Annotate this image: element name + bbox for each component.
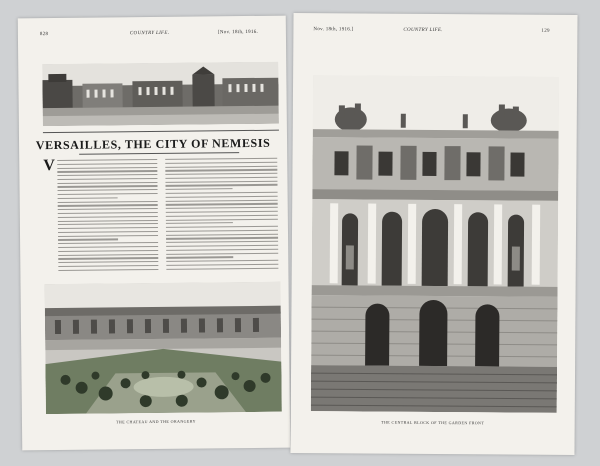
text-line <box>166 199 278 201</box>
article-column-left <box>57 159 158 273</box>
text-line <box>166 188 233 190</box>
text-line <box>58 261 158 263</box>
text-line <box>58 212 158 214</box>
text-line <box>58 239 118 241</box>
text-line <box>165 169 277 171</box>
right-page-date: Nov. 18th, 1916.] <box>313 27 354 33</box>
text-line <box>166 207 278 209</box>
text-line <box>58 189 158 191</box>
right-photo-caption: THE CENTRAL BLOCK OF THE GARDEN FRONT <box>381 419 485 426</box>
text-line <box>166 184 278 186</box>
text-line <box>166 237 278 239</box>
text-line <box>165 180 277 182</box>
text-line <box>165 177 277 179</box>
text-line <box>58 265 158 267</box>
article-column-right <box>165 158 278 273</box>
text-line <box>166 222 233 224</box>
text-line <box>57 159 157 161</box>
text-line <box>58 193 158 195</box>
title-rule-top <box>43 130 279 133</box>
text-line <box>58 231 158 233</box>
text-line <box>166 248 278 250</box>
drop-cap: V <box>43 157 55 175</box>
text-line <box>58 204 158 206</box>
left-page-header <box>18 29 286 38</box>
left-page <box>18 16 291 451</box>
text-line <box>166 196 278 198</box>
versailles-panorama-photo <box>42 62 279 126</box>
text-line <box>58 246 158 248</box>
text-line <box>166 192 278 194</box>
text-line <box>166 245 278 247</box>
text-line <box>166 214 278 216</box>
text-line <box>166 267 278 269</box>
text-line <box>166 252 278 254</box>
text-line <box>166 260 278 262</box>
left-photo-caption: THE CHATEAU AND THE ORANGERY <box>116 418 196 425</box>
text-line <box>57 178 157 180</box>
text-line <box>58 242 158 244</box>
text-line <box>166 211 278 213</box>
text-line <box>58 253 158 255</box>
left-page-number: 828 <box>39 32 49 38</box>
text-line <box>58 257 158 259</box>
text-line <box>166 233 278 235</box>
text-line <box>57 163 157 165</box>
text-line <box>57 170 157 172</box>
chateau-orangery-photo <box>45 282 282 414</box>
text-line <box>58 227 158 229</box>
text-line <box>57 174 157 176</box>
text-line <box>166 218 278 220</box>
text-line <box>58 269 158 271</box>
text-line <box>166 226 278 228</box>
text-line <box>58 250 158 252</box>
left-page-date: [Nov. 18th, 1916. <box>217 29 259 36</box>
text-line <box>58 219 158 221</box>
text-line <box>165 173 277 175</box>
text-line <box>58 185 158 187</box>
right-running-head: COUNTRY LIFE. <box>403 27 443 34</box>
text-line <box>165 158 277 160</box>
text-line <box>166 256 233 258</box>
text-line <box>166 264 278 266</box>
text-line <box>165 161 277 163</box>
text-line <box>58 201 158 203</box>
article-title: VERSAILLES, THE CITY OF NEMESIS <box>35 135 271 153</box>
text-line <box>166 241 278 243</box>
text-line <box>58 216 158 218</box>
text-line <box>58 208 158 210</box>
right-page <box>290 13 577 455</box>
central-block-photo <box>311 75 559 413</box>
text-line <box>58 197 118 199</box>
text-line <box>58 223 158 225</box>
text-line <box>165 165 277 167</box>
text-line <box>57 167 157 169</box>
left-running-head: COUNTRY LIFE. <box>129 30 170 37</box>
text-line <box>57 182 157 184</box>
text-line <box>166 230 278 232</box>
text-line <box>166 203 278 205</box>
text-line <box>58 235 158 237</box>
right-page-header <box>293 27 577 34</box>
right-page-number: 129 <box>541 28 550 34</box>
